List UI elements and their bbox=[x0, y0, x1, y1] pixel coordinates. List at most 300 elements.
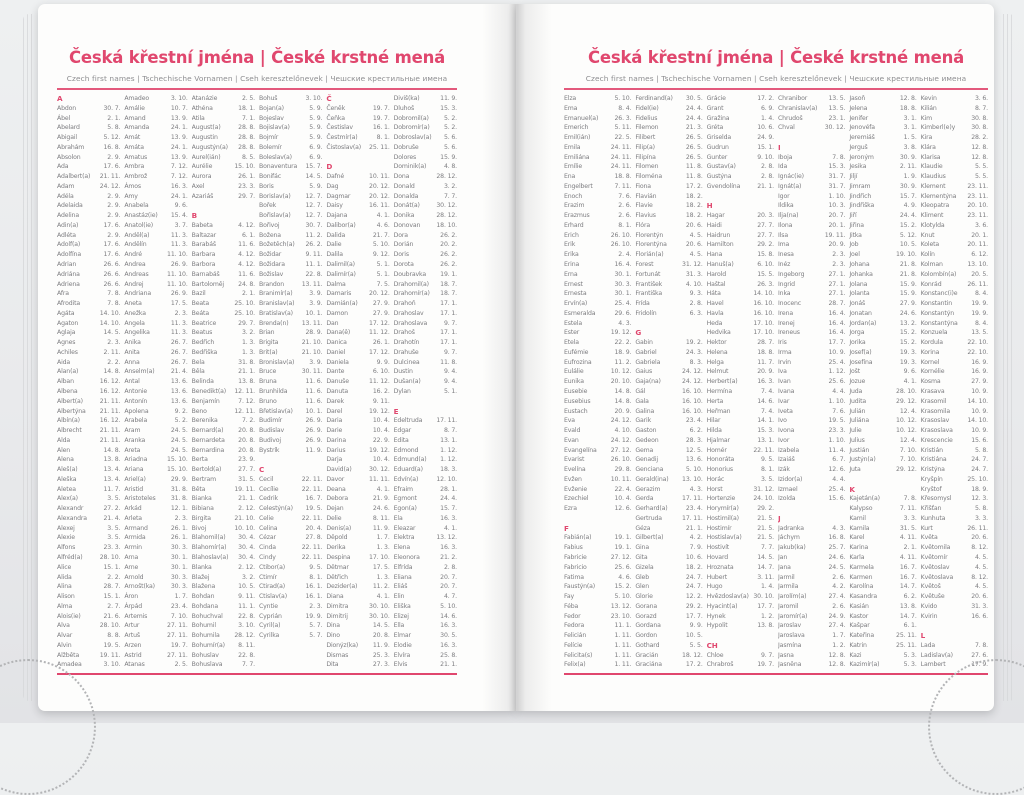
given-name: Františka bbox=[635, 290, 662, 298]
name-day-entry bbox=[124, 407, 187, 417]
given-name: Hynek bbox=[706, 612, 726, 620]
name-day-entry bbox=[57, 358, 120, 368]
given-name: Graciána bbox=[635, 661, 662, 669]
given-name: Gustýna bbox=[706, 173, 732, 181]
name-day-entry bbox=[259, 270, 322, 280]
given-name: Erik bbox=[564, 241, 576, 249]
letter-header: D bbox=[326, 162, 333, 172]
name-day-date: 26. 5. bbox=[685, 153, 703, 161]
name-day-entry bbox=[124, 182, 187, 192]
name-day-date: 20. 6. bbox=[685, 221, 703, 229]
name-day-date: 24. 9. bbox=[828, 612, 846, 620]
name-day-entry bbox=[124, 446, 187, 456]
name-day-entry bbox=[707, 426, 774, 436]
name-day-date: 26. 6. bbox=[103, 270, 121, 278]
name-day-entry bbox=[124, 162, 187, 172]
name-day-date: 16. 10. bbox=[682, 407, 703, 415]
given-name: André bbox=[124, 251, 142, 259]
name-day-date: 11. 9. bbox=[440, 95, 457, 102]
name-day-date: 24. 11. bbox=[610, 143, 632, 151]
given-name: Dora bbox=[393, 231, 408, 239]
given-name: Klaudie bbox=[920, 163, 943, 171]
name-day-entry bbox=[394, 426, 457, 436]
name-day-date: 8. 1. bbox=[618, 221, 632, 229]
name-day-date: 9. 2. bbox=[174, 407, 188, 415]
name-day-date: 25. 8. bbox=[440, 651, 457, 659]
given-name: Ezechiel bbox=[564, 495, 589, 503]
name-day-entry bbox=[394, 358, 457, 368]
given-name: Bojan(a) bbox=[258, 104, 284, 112]
given-name: Jana bbox=[778, 563, 791, 571]
name-day-entry bbox=[707, 221, 774, 231]
given-name: Květoslava bbox=[920, 573, 954, 581]
given-name: Flavián bbox=[635, 192, 657, 200]
name-day-date: 18. 8. bbox=[899, 104, 917, 112]
name-day-date: 4. 11. bbox=[899, 534, 917, 542]
given-name: Abigail bbox=[57, 134, 77, 142]
name-day-entry bbox=[326, 114, 389, 124]
given-name: Darius bbox=[326, 446, 346, 454]
name-day-date: 12. 8. bbox=[971, 153, 988, 161]
given-name: Antonín bbox=[124, 397, 148, 405]
name-day-date: 24. 4. bbox=[899, 212, 917, 220]
name-column bbox=[394, 94, 457, 670]
name-day-entry bbox=[707, 319, 774, 329]
name-day-date: 26. 6. bbox=[103, 261, 121, 269]
name-day-date: 11. 10. bbox=[167, 270, 188, 278]
name-day-entry bbox=[326, 573, 389, 583]
name-day-entry bbox=[394, 494, 457, 504]
given-name: Inka bbox=[778, 290, 791, 298]
name-day-entry bbox=[326, 143, 389, 153]
given-name: Dafné bbox=[326, 173, 345, 181]
name-day-entry bbox=[192, 104, 255, 114]
name-day-date: 30. 3. bbox=[614, 280, 632, 288]
name-day-entry bbox=[192, 582, 255, 592]
given-name: Kamil bbox=[849, 514, 866, 522]
letter-header: A bbox=[57, 94, 63, 103]
name-day-entry bbox=[921, 660, 988, 670]
name-day-entry bbox=[259, 573, 322, 583]
given-name: Eduard(a) bbox=[393, 466, 423, 474]
given-name: Edita bbox=[393, 436, 409, 444]
given-name: Evžen bbox=[564, 475, 582, 483]
name-day-date: 24. 9. bbox=[757, 134, 774, 142]
name-day-entry bbox=[394, 602, 457, 612]
name-day-entry bbox=[192, 563, 255, 573]
name-day-date: 11. 9. bbox=[372, 524, 390, 532]
given-name: Bibiana bbox=[191, 505, 214, 513]
name-day-entry bbox=[564, 192, 631, 202]
name-day-entry bbox=[394, 231, 457, 241]
name-day-entry bbox=[635, 338, 702, 348]
name-day-entry bbox=[124, 612, 187, 622]
name-day-entry bbox=[192, 641, 255, 651]
name-day-entry bbox=[326, 250, 389, 260]
name-day-date: 20. 6. bbox=[971, 534, 988, 542]
blank-row bbox=[707, 192, 774, 202]
name-day-entry bbox=[778, 299, 845, 309]
name-day-entry bbox=[124, 231, 187, 241]
name-day-entry bbox=[192, 416, 255, 426]
name-day-entry bbox=[849, 348, 916, 358]
given-name: Jošt bbox=[849, 368, 860, 376]
name-day-date: 20. 8. bbox=[372, 632, 390, 640]
name-day-entry bbox=[192, 475, 255, 485]
name-day-entry bbox=[394, 299, 457, 309]
name-day-entry bbox=[921, 162, 988, 172]
name-day-entry bbox=[192, 426, 255, 436]
name-day-entry bbox=[635, 641, 702, 651]
given-name: Amálie bbox=[124, 104, 145, 112]
name-day-entry bbox=[259, 407, 322, 417]
given-name: Harold bbox=[706, 270, 727, 278]
name-day-date: 9. 7. bbox=[443, 348, 457, 356]
name-day-date: 12. 8. bbox=[828, 661, 846, 669]
name-day-date: 28. 8. bbox=[238, 134, 255, 142]
name-day-entry bbox=[192, 436, 255, 446]
name-day-entry bbox=[921, 182, 988, 192]
name-day-date: 4. 12. bbox=[238, 251, 255, 259]
given-name: Ivo bbox=[778, 417, 787, 425]
given-name: Albín(a) bbox=[57, 417, 80, 425]
name-day-date: 28. 12. bbox=[436, 212, 457, 220]
name-day-date: 19. 9. bbox=[971, 309, 988, 317]
name-day-date: 25. 6. bbox=[614, 563, 632, 571]
given-name: Gema bbox=[635, 446, 654, 454]
given-name: Cecílie bbox=[258, 485, 279, 493]
name-day-entry bbox=[778, 455, 845, 465]
name-day-date: 4. 1. bbox=[376, 485, 390, 493]
name-day-entry bbox=[394, 533, 457, 543]
given-name: Faustýn(a) bbox=[564, 583, 596, 591]
given-name: David(a) bbox=[326, 466, 352, 474]
name-day-entry bbox=[192, 455, 255, 465]
given-name: Eulálie bbox=[564, 368, 584, 376]
name-day-entry bbox=[707, 299, 774, 309]
name-day-date: 27. 7. bbox=[238, 466, 255, 474]
name-day-entry bbox=[326, 289, 389, 299]
given-name: Hypolit bbox=[706, 622, 728, 630]
given-name: Arkád bbox=[124, 505, 142, 513]
name-day-date: 21. 11. bbox=[99, 436, 121, 444]
given-name: Andrej bbox=[124, 280, 144, 288]
name-day-date: 24. 5. bbox=[170, 436, 188, 444]
name-day-date: 16. 12. bbox=[99, 387, 121, 395]
given-name: Ester bbox=[564, 329, 580, 337]
name-day-entry bbox=[394, 114, 457, 124]
name-day-entry bbox=[259, 280, 322, 290]
name-day-entry bbox=[707, 133, 774, 143]
given-name: Florián(a) bbox=[635, 251, 664, 259]
name-day-date: 31. 3. bbox=[971, 602, 988, 610]
top-rule bbox=[57, 88, 457, 90]
given-name: Brit(a) bbox=[258, 348, 278, 356]
name-day-entry bbox=[849, 270, 916, 280]
given-name: Ernesta bbox=[564, 290, 587, 298]
given-name: Edvín(a) bbox=[393, 475, 419, 483]
name-day-entry bbox=[326, 338, 389, 348]
name-day-entry bbox=[192, 407, 255, 417]
name-day-date: 28. 8. bbox=[238, 124, 255, 132]
given-name: Alvin bbox=[57, 641, 72, 649]
name-day-date: 24. 12. bbox=[610, 436, 632, 444]
given-name: Ireneus bbox=[778, 329, 800, 337]
name-day-entry bbox=[192, 446, 255, 456]
name-day-date: 4. 1. bbox=[376, 212, 390, 220]
letter-header: H bbox=[706, 201, 713, 211]
given-name: Dluhoš bbox=[393, 104, 415, 112]
name-day-entry bbox=[849, 533, 916, 543]
name-day-entry bbox=[57, 172, 120, 182]
given-name: Bratislav(a) bbox=[258, 309, 293, 317]
given-name: Afra bbox=[57, 290, 69, 298]
name-day-date: 17. 1. bbox=[440, 329, 457, 337]
name-day-entry bbox=[635, 475, 702, 485]
name-day-date: 30. 12. bbox=[369, 466, 390, 474]
given-name: Bivoj bbox=[191, 524, 207, 532]
name-day-date: 5. 3. bbox=[903, 651, 917, 659]
name-day-entry bbox=[259, 426, 322, 436]
name-day-entry bbox=[124, 387, 187, 397]
name-day-date: 3. 5. bbox=[760, 475, 774, 483]
name-day-date: 27. 9. bbox=[971, 378, 988, 386]
name-day-entry bbox=[326, 328, 389, 338]
given-name: Břetislav(a) bbox=[258, 407, 293, 415]
name-day-entry bbox=[326, 494, 389, 504]
name-day-entry bbox=[259, 485, 322, 495]
name-day-entry bbox=[124, 377, 187, 387]
name-day-entry bbox=[849, 309, 916, 319]
name-day-entry bbox=[57, 446, 120, 456]
name-day-date: 24. 7. bbox=[685, 583, 703, 591]
name-day-date: 17. 6. bbox=[103, 251, 121, 259]
name-day-entry bbox=[921, 172, 988, 182]
given-name: Bohuš bbox=[258, 95, 278, 102]
name-day-date: 15. 1. bbox=[103, 593, 121, 601]
name-day-entry bbox=[57, 123, 120, 133]
letter-header: CH bbox=[706, 640, 718, 650]
given-name: Kliment bbox=[920, 212, 944, 220]
name-day-entry bbox=[192, 465, 255, 475]
name-day-entry bbox=[564, 309, 631, 319]
name-day-date: 10. 9. bbox=[828, 348, 846, 356]
name-day-entry bbox=[259, 436, 322, 446]
name-day-date: 17. 12. bbox=[369, 348, 390, 356]
name-day-date: 12. 10. bbox=[436, 475, 457, 483]
name-day-date: 22. 11. bbox=[753, 446, 774, 454]
given-name: Jitka bbox=[849, 231, 862, 239]
name-day-entry bbox=[57, 631, 120, 641]
given-name: Dobroslav(a) bbox=[393, 134, 432, 142]
name-day-entry bbox=[564, 143, 631, 153]
name-day-date: 24. 7. bbox=[685, 573, 703, 581]
name-day-entry bbox=[778, 377, 845, 387]
name-day-entry bbox=[849, 387, 916, 397]
name-day-date: 2. 1. bbox=[107, 114, 121, 122]
name-day-date: 5. 10. bbox=[440, 602, 457, 610]
name-day-entry bbox=[394, 289, 457, 299]
name-day-date: 25. 10. bbox=[234, 309, 255, 317]
name-day-entry bbox=[394, 133, 457, 143]
name-day-entry bbox=[326, 240, 389, 250]
name-day-entry bbox=[707, 328, 774, 338]
name-day-entry bbox=[394, 612, 457, 622]
given-name: Frída bbox=[635, 300, 650, 308]
name-day-entry bbox=[921, 377, 988, 387]
name-day-entry bbox=[564, 260, 631, 270]
name-day-date: 20. 11. bbox=[967, 241, 988, 249]
given-name: Klára bbox=[920, 143, 936, 151]
name-day-entry bbox=[326, 201, 389, 211]
name-day-entry bbox=[921, 299, 988, 309]
name-day-entry bbox=[921, 592, 988, 602]
given-name: Iveta bbox=[778, 407, 793, 415]
given-name: Konstantýn bbox=[920, 309, 954, 317]
name-day-entry bbox=[921, 436, 988, 446]
name-day-date: 14. 10. bbox=[99, 309, 121, 317]
name-day-entry bbox=[564, 172, 631, 182]
given-name: Gracián bbox=[635, 651, 659, 659]
name-day-entry bbox=[394, 240, 457, 250]
given-name: Fedor bbox=[564, 612, 581, 620]
name-day-entry bbox=[124, 221, 187, 231]
given-name: Áron bbox=[124, 593, 139, 601]
name-day-entry bbox=[707, 104, 774, 114]
name-day-entry bbox=[57, 104, 120, 114]
name-day-date: 9. 12. bbox=[372, 251, 390, 259]
name-day-entry bbox=[57, 465, 120, 475]
name-day-entry bbox=[326, 348, 389, 358]
given-name: Adriána bbox=[57, 270, 80, 278]
name-day-date: 13. 2. bbox=[899, 319, 917, 327]
name-day-entry bbox=[564, 221, 631, 231]
name-day-date: 8. 5. bbox=[241, 153, 255, 161]
name-day-date: 11. 9. bbox=[372, 641, 390, 649]
name-day-entry bbox=[124, 543, 187, 553]
name-day-entry bbox=[124, 485, 187, 495]
name-day-entry bbox=[192, 250, 255, 260]
name-day-entry bbox=[564, 455, 631, 465]
name-day-date: 30. 10. bbox=[753, 593, 774, 601]
given-name: Aristoteles bbox=[124, 495, 156, 503]
given-name: Elvis bbox=[393, 661, 408, 669]
name-day-date: 7. 12. bbox=[238, 397, 255, 405]
given-name: Bela bbox=[191, 358, 205, 366]
name-day-entry bbox=[921, 397, 988, 407]
given-name: Drahoš bbox=[393, 329, 415, 337]
name-day-date: 1. 7. bbox=[174, 593, 188, 601]
name-day-date: 1. 3. bbox=[241, 348, 255, 356]
given-name: Gunter bbox=[706, 153, 728, 161]
given-name: Amatus bbox=[124, 153, 148, 161]
name-day-entry bbox=[394, 543, 457, 553]
name-day-date: 13. 6. bbox=[685, 456, 703, 464]
given-name: Gizela bbox=[635, 563, 654, 571]
name-day-entry bbox=[564, 426, 631, 436]
name-day-entry bbox=[707, 475, 774, 485]
name-day-date: 18. 7. bbox=[440, 280, 457, 288]
name-day-entry bbox=[564, 367, 631, 377]
name-day-date: 21. 1. bbox=[757, 182, 774, 190]
given-name: Ingeborg bbox=[778, 270, 805, 278]
name-day-date: 11. 12. bbox=[369, 378, 390, 386]
given-name: Fabricie bbox=[564, 553, 587, 561]
name-day-date: 28. 7. bbox=[828, 300, 846, 308]
given-name: Homér bbox=[706, 446, 727, 454]
name-day-entry bbox=[192, 280, 255, 290]
name-day-date: 12. 5. bbox=[685, 446, 703, 454]
name-day-entry bbox=[259, 397, 322, 407]
given-name: Hermína bbox=[706, 387, 732, 395]
given-name: Gabriel bbox=[635, 348, 657, 356]
given-name: Helmut bbox=[706, 368, 729, 376]
name-day-date: 2. 3. bbox=[309, 602, 323, 610]
name-day-date: 27. 4. bbox=[828, 593, 846, 601]
name-day-entry bbox=[778, 289, 845, 299]
name-day-date: 21. 5. bbox=[757, 534, 774, 542]
name-day-entry bbox=[849, 358, 916, 368]
name-day-date: 30. 7. bbox=[305, 221, 323, 229]
name-day-date: 13. 4. bbox=[103, 475, 121, 483]
name-day-date: 7. 10. bbox=[170, 612, 188, 620]
name-day-entry bbox=[707, 533, 774, 543]
name-day-date: 16. 8. bbox=[828, 534, 846, 542]
name-day-date: 12. 7. bbox=[305, 192, 323, 200]
given-name: Chloe bbox=[706, 651, 724, 659]
given-name: Gorana bbox=[635, 602, 658, 610]
name-day-date: 5. 6. bbox=[443, 143, 457, 151]
given-name: Krasoslav bbox=[920, 417, 950, 425]
name-day-entry bbox=[124, 465, 187, 475]
name-day-entry bbox=[921, 192, 988, 202]
name-day-date: 30. 12. bbox=[436, 202, 457, 210]
name-day-entry bbox=[849, 455, 916, 465]
name-day-date: 15. 5. bbox=[757, 270, 774, 278]
given-name: Felix(a) bbox=[564, 661, 586, 669]
given-name: Bojislav(a) bbox=[258, 124, 290, 132]
given-name: Genciana bbox=[635, 466, 664, 474]
given-name: Branislav(a) bbox=[258, 300, 295, 308]
name-day-entry bbox=[564, 211, 631, 221]
name-day-date: 11. 1. bbox=[305, 261, 323, 269]
given-name: Jozue bbox=[849, 378, 866, 386]
name-day-date: 14. 7. bbox=[899, 583, 917, 591]
name-day-date: 15. 9. bbox=[440, 153, 457, 161]
name-day-entry bbox=[394, 182, 457, 192]
name-day-date: 5. 1. bbox=[443, 387, 457, 395]
name-day-entry bbox=[394, 475, 457, 485]
name-day-entry bbox=[124, 201, 187, 211]
given-name: Alma bbox=[57, 602, 73, 610]
name-day-entry bbox=[394, 524, 457, 534]
name-day-date: 14. 6. bbox=[757, 397, 774, 405]
name-day-date: 30. 4. bbox=[238, 553, 255, 561]
given-name: Gertruda bbox=[635, 514, 662, 522]
given-name: Běla bbox=[191, 368, 205, 376]
name-day-entry bbox=[635, 621, 702, 631]
given-name: Ladislav(a) bbox=[920, 651, 953, 659]
name-day-entry bbox=[921, 240, 988, 250]
name-day-date: 16. 10. bbox=[682, 387, 703, 395]
name-day-date: 27. 1. bbox=[828, 280, 846, 288]
given-name: Cyril(a) bbox=[258, 622, 281, 630]
given-name: Čestislav bbox=[326, 124, 353, 132]
name-day-entry bbox=[57, 475, 120, 485]
name-day-date: 21. 3. bbox=[685, 124, 703, 132]
name-day-date: 5. 9. bbox=[309, 124, 323, 132]
name-day-entry bbox=[124, 553, 187, 563]
